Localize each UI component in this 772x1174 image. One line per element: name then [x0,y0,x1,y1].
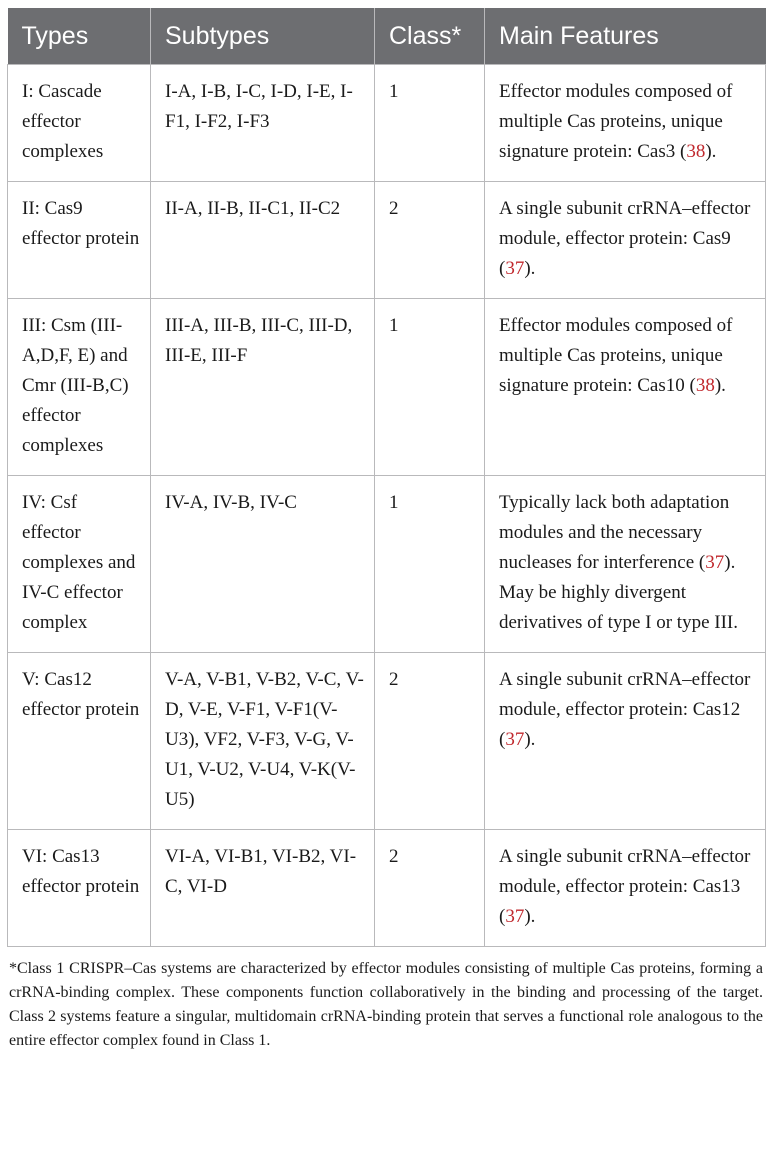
features-text: A single subunit crRNA–effector module, effector protein: Cas12 ( [499,669,751,750]
table-row [8,830,766,947]
features-text: Effector modules composed of multiple Cas proteins, unique signature protein: Cas10 ( [499,315,733,396]
features-text: A single subunit crRNA–effector module, effector protein: Cas9 ( [499,198,751,279]
features-cell [485,65,766,182]
class-cell: 2 [375,830,485,947]
header-class: Class* [375,8,485,65]
class-cell: 1 [375,476,485,653]
table-container [7,8,765,1053]
type-cell: III: Csm (III-A,D,F, E) and Cmr (III-B,C) effector complexes [8,299,151,476]
features-cell [485,653,766,830]
features-text: A single subunit crRNA–effector module, effector protein: Cas13 ( [499,846,751,927]
type-cell: VI: Cas13 effector protein [8,830,151,947]
class-cell: 1 [375,299,485,476]
reference-link[interactable]: 37 [705,552,725,573]
subtypes-cell: II-A, II-B, II-C1, II-C2 [151,182,375,299]
features-cell [485,182,766,299]
header-subtypes: Subtypes [151,8,375,65]
type-cell: II: Cas9 effector protein [8,182,151,299]
class-cell: 2 [375,182,485,299]
subtypes-cell: IV-A, IV-B, IV-C [151,476,375,653]
features-text: Effector modules composed of multiple Cas proteins, unique signature protein: Cas3 ( [499,81,733,162]
table-row [8,476,766,653]
reference-link[interactable]: 37 [505,729,525,750]
crispr-types-table [7,8,766,947]
features-tail: ). [524,729,536,750]
table-row [8,65,766,182]
features-cell [485,476,766,653]
features-text: Typically lack both adaptation modules and the necessary nucleases for interference ( [499,492,730,573]
features-cell [485,830,766,947]
table-row [8,182,766,299]
header-row [8,8,766,65]
table-row [8,653,766,830]
table-row [8,299,766,476]
features-cell [485,299,766,476]
features-tail: ). May be highly divergent derivatives of type I or type III. [499,552,738,633]
reference-link[interactable]: 37 [505,258,525,279]
features-tail: ). [714,375,726,396]
features-tail: ). [705,141,717,162]
class-cell: 2 [375,653,485,830]
subtypes-cell: I-A, I-B, I-C, I-D, I-E, I-F1, I-F2, I-F3 [151,65,375,182]
features-tail: ). [524,258,536,279]
type-cell: IV: Csf effector complexes and IV-C effector complex [8,476,151,653]
class-cell: 1 [375,65,485,182]
header-types: Types [8,8,151,65]
subtypes-cell: III-A, III-B, III-C, III-D, III-E, III-F [151,299,375,476]
reference-link[interactable]: 38 [686,141,706,162]
features-tail: ). [524,906,536,927]
reference-link[interactable]: 38 [695,375,715,396]
type-cell: V: Cas12 effector protein [8,653,151,830]
table-footnote: *Class 1 CRISPR–Cas systems are characterized by effector modules consisting of multiple Cas proteins, forming a crRNA-binding complex. These components function collaboratively in the binding and processing of the target. Class 2 systems feature a singular, multidomain crRNA-binding protein that serves a functional role analogous to the entire effector complex found in Class 1. [9,960,763,1049]
type-cell: I: Cascade effector complexes [8,65,151,182]
subtypes-cell: VI-A, VI-B1, VI-B2, VI-C, VI-D [151,830,375,947]
reference-link[interactable]: 37 [505,906,525,927]
subtypes-cell: V-A, V-B1, V-B2, V-C, V-D, V-E, V-F1, V-F1(V-U3), VF2, V-F3, V-G, V-U1, V-U2, V-U4, V-K(V-U5) [151,653,375,830]
header-main-features: Main Features [485,8,766,65]
